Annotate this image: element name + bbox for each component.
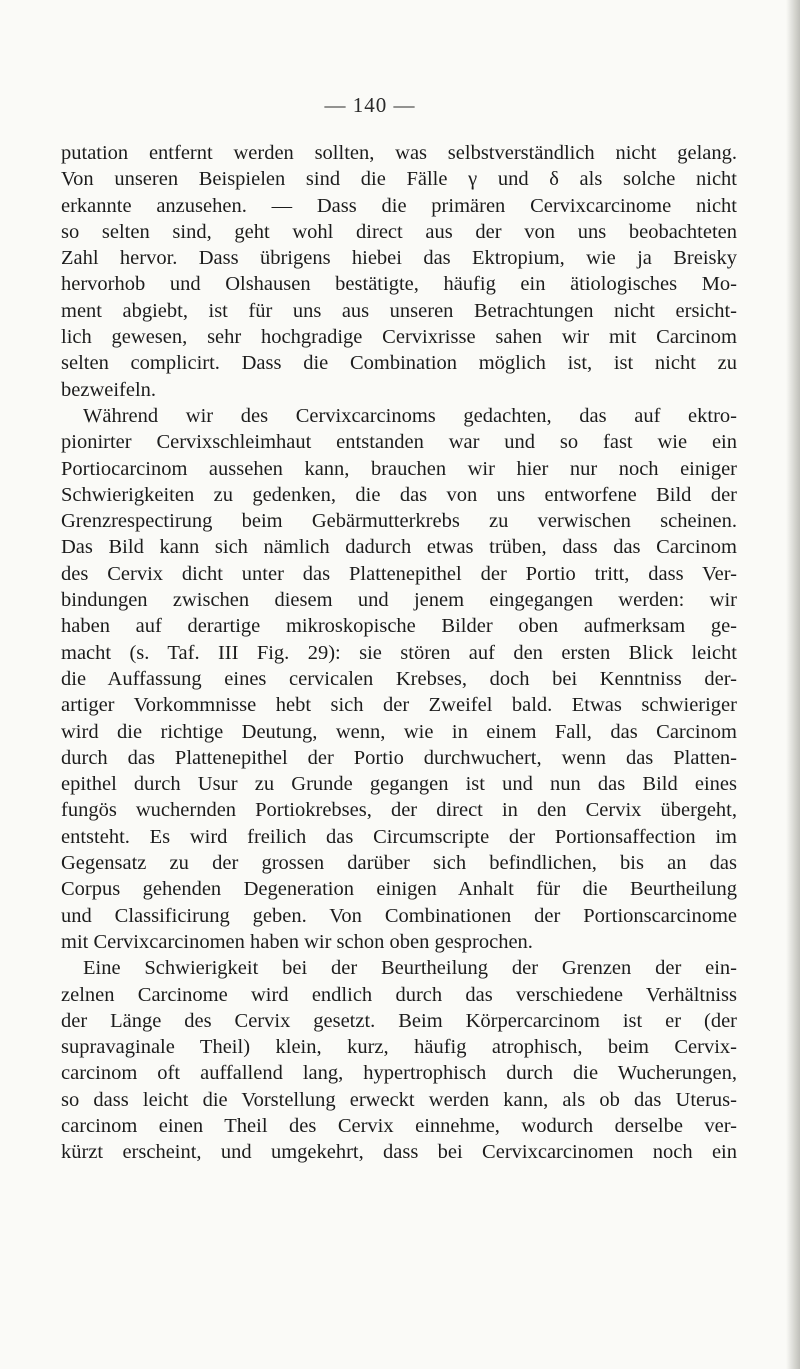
text-line: zelnen Carcinome wird endlich durch das verschiedene Verhältniss xyxy=(61,983,737,1006)
text-line: epithel durch Usur zu Grunde gegangen ist und nun das Bild eines xyxy=(61,773,737,796)
text-line: die Auffassung eines cervicalen Krebses, doch bei Kenntniss der- xyxy=(61,667,737,690)
text-line: der Länge des Cervix gesetzt. Beim Körpercarcinom ist er (der xyxy=(61,1009,737,1032)
text-line: selten complicirt. Dass die Combination möglich ist, ist nicht zu xyxy=(61,352,737,375)
text-line: bindungen zwischen diesem und jenem eingegangen werden: wir xyxy=(61,589,737,612)
page-number: — 140 — xyxy=(324,93,416,117)
text-line: so selten sind, geht wohl direct aus der von uns beobachteten xyxy=(61,220,737,243)
text-line: Portiocarcinom aussehen kann, brauchen wir hier nur noch einiger xyxy=(61,457,737,480)
text-line: mit Cervixcarcinomen haben wir schon oben gesprochen. xyxy=(61,930,533,953)
text-line: Eine Schwierigkeit bei der Beurtheilung der Grenzen der ein- xyxy=(83,957,737,980)
text-line: Grenzrespectirung beim Gebärmutterkrebs zu verwischen scheinen. xyxy=(61,510,737,533)
text-line: erkannte anzusehen. — Dass die primären Cervixcarcinome nicht xyxy=(61,194,737,217)
page-edge-shadow xyxy=(786,0,800,1369)
text-line: Von unseren Beispielen sind die Fälle γ und δ als solche nicht xyxy=(61,168,737,191)
text-line: Das Bild kann sich nämlich dadurch etwas trüben, dass das Carcinom xyxy=(61,536,737,559)
text-line: Während wir des Cervixcarcinoms gedachten, das auf ektro- xyxy=(83,404,737,427)
text-line: bezweifeln. xyxy=(61,378,157,401)
text-line: und Classificirung geben. Von Combinationen der Portionscarcinome xyxy=(61,904,737,927)
text-line: lich gewesen, sehr hochgradige Cervixrisse sahen wir mit Carcinom xyxy=(61,326,737,349)
text-line: des Cervix dicht unter das Plattenepithel der Portio tritt, dass Ver- xyxy=(61,562,737,585)
text-line: kürzt erscheint, und umgekehrt, dass bei Cervixcarcinomen noch ein xyxy=(61,1141,737,1164)
text-line: entsteht. Es wird freilich das Circumscripte der Portionsaffection im xyxy=(61,825,737,848)
text-line: putation entfernt werden sollten, was selbstverständlich nicht gelang. xyxy=(61,142,737,164)
text-line: artiger Vorkommnisse hebt sich der Zweifel bald. Etwas schwieriger xyxy=(61,694,737,717)
text-line: durch das Plattenepithel der Portio durchwuchert, wenn das Platten- xyxy=(61,746,737,769)
text-line: macht (s. Taf. III Fig. 29): sie stören auf den ersten Blick leicht xyxy=(61,641,737,664)
text-line: supravaginale Theil) klein, kurz, häufig atrophisch, beim Cervix- xyxy=(61,1036,737,1059)
text-line: pionirter Cervixschleimhaut entstanden war und so fast wie ein xyxy=(61,431,737,454)
text-line: carcinom einen Theil des Cervix einnehme, wodurch derselbe ver- xyxy=(61,1114,737,1137)
text-line: Corpus gehenden Degeneration einigen Anhalt für die Beurtheilung xyxy=(61,878,737,901)
body-text xyxy=(61,140,737,1166)
text-line: Schwierigkeiten zu gedenken, die das von uns entworfene Bild der xyxy=(61,483,737,506)
text-line: ment abgiebt, ist für uns aus unseren Betrachtungen nicht ersicht- xyxy=(61,299,737,322)
text-line: fungös wuchernden Portiokrebses, der direct in den Cervix übergeht, xyxy=(61,799,737,822)
text-line: so dass leicht die Vorstellung erweckt werden kann, als ob das Uterus- xyxy=(61,1088,737,1111)
text-line: wird die richtige Deutung, wenn, wie in einem Fall, das Carcinom xyxy=(61,720,737,743)
text-line: hervorhob und Olshausen bestätigte, häufig ein ätiologisches Mo- xyxy=(61,273,737,296)
text-line: Zahl hervor. Dass übrigens hiebei das Ektropium, wie ja Breisky xyxy=(61,247,737,270)
text-line: Gegensatz zu der grossen darüber sich befindlichen, bis an das xyxy=(61,852,737,875)
text-line: haben auf derartige mikroskopische Bilder oben aufmerksam ge- xyxy=(61,615,737,638)
text-line: carcinom oft auffallend lang, hypertrophisch durch die Wucherungen, xyxy=(61,1062,737,1085)
